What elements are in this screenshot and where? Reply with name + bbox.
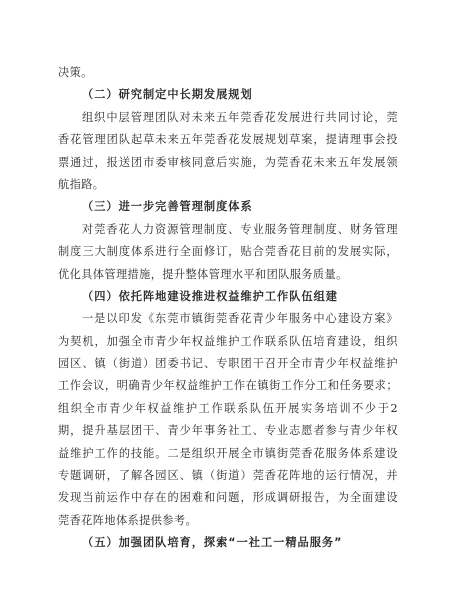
paragraph-line: 香花管理团队起草未来五年莞香花发展规划草案，提请理事会投: [58, 133, 398, 147]
paragraph-line: 发现当前运作中存在的困难和问题，形成调研报告，为全面建设: [58, 491, 398, 505]
paragraph-line: 专题调研，了解各园区、镇（街道）莞香花阵地的运行情况，并: [58, 469, 398, 483]
document-page: [58, 62, 398, 555]
section-heading: （三）进一步完善管理制度体系: [82, 200, 253, 214]
section-heading: （二）研究制定中长期发展规划: [82, 88, 253, 102]
section-heading: （五）加强团队培育，探索“一社工一精品服务”: [82, 536, 343, 550]
paragraph-line: 期，提升基层团干、青少年事务社工、专业志愿者参与青少年权: [58, 424, 398, 438]
paragraph-line: 一是以印发《东莞市镇街莞香花青少年服务中心建设方案》: [82, 312, 398, 326]
paragraph-line: 组织全市青少年权益维护工作联系队伍开展实务培训不少于2: [58, 401, 398, 415]
paragraph-line: 制度三大制度体系进行全面修订，贴合莞香花目前的发展实际，: [58, 245, 398, 259]
paragraph-line: 优化具体管理措施，提升整体管理水平和团队服务质量。: [58, 267, 348, 281]
section-heading: （四）依托阵地建设推进权益维护工作队伍组建: [82, 289, 338, 303]
paragraph-line: 组织中层管理团队对未来五年莞香花发展进行共同讨论，莞: [82, 110, 398, 124]
paragraph-line: 工作会议，明确青少年权益维护工作在镇街工作分工和任务要求；: [58, 379, 398, 393]
paragraph-line: 园区、镇（街道）团委书记、专职团干召开全市青少年权益维护: [58, 357, 398, 371]
paragraph-line: 决策。: [58, 66, 93, 79]
paragraph-line: 票通过，报送团市委审核同意后实施，为莞香花未来五年发展领: [58, 155, 398, 169]
paragraph-line: 益维护工作的技能。二是组织开展全市镇街莞香花服务体系建设: [58, 446, 398, 460]
paragraph-line: 对莞香花人力资源管理制度、专业服务管理制度、财务管理: [82, 222, 398, 236]
paragraph-line: 航指路。: [58, 177, 105, 191]
paragraph-line: 莞香花阵地体系提供参考。: [58, 513, 198, 527]
paragraph-line: 为契机，加强全市青少年权益维护工作联系队伍培育建设，组织: [58, 334, 398, 348]
